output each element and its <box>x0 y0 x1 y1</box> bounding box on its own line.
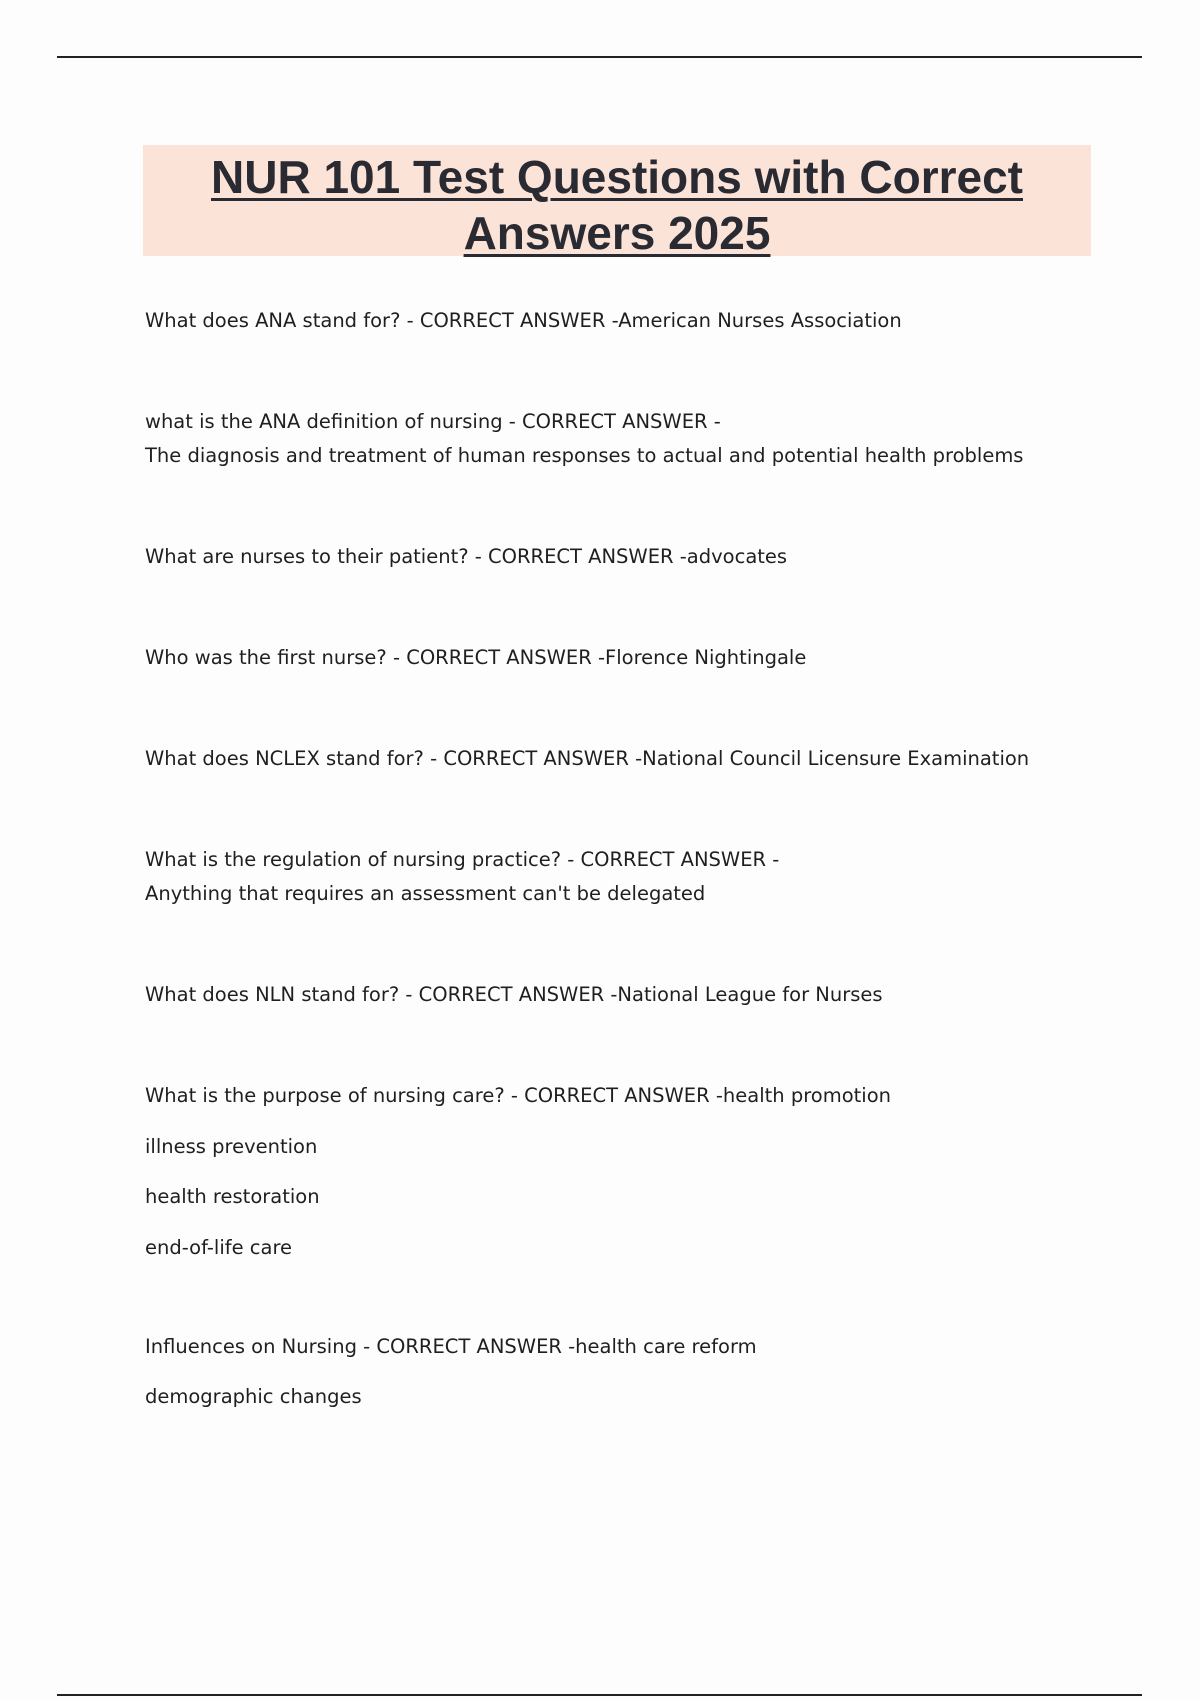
entry-8-line-1: What is the purpose of nursing care? - CORRECT ANSWER -health promotion <box>145 1084 892 1107</box>
bottom-rule <box>57 1694 1142 1696</box>
title-banner <box>143 145 1091 259</box>
entry-8-line-3: health restoration <box>145 1185 320 1208</box>
document-title: NUR 101 Test Questions with Correct Answers 2025 <box>211 151 1023 259</box>
entry-2-line-1: what is the ANA definition of nursing - CORRECT ANSWER - <box>145 410 721 433</box>
entry-4-line-1: Who was the first nurse? - CORRECT ANSWER -Florence Nightingale <box>145 646 807 669</box>
entry-3-line-1: What are nurses to their patient? - CORRECT ANSWER -advocates <box>145 545 788 568</box>
top-rule <box>57 56 1142 58</box>
entry-9-line-2: demographic changes <box>145 1385 362 1408</box>
entry-1-line-1: What does ANA stand for? - CORRECT ANSWER -American Nurses Association <box>145 309 902 332</box>
entry-9-line-1: Influences on Nursing - CORRECT ANSWER -health care reform <box>145 1335 757 1358</box>
entry-8-line-4: end-of-life care <box>145 1236 293 1259</box>
entry-8-line-2: illness prevention <box>145 1135 318 1158</box>
entry-6-line-2: Anything that requires an assessment can't be delegated <box>145 882 706 905</box>
entry-2-line-2: The diagnosis and treatment of human responses to actual and potential health problems <box>145 444 1024 467</box>
entry-6-line-1: What is the regulation of nursing practice? - CORRECT ANSWER - <box>145 848 780 871</box>
entry-5-line-1: What does NCLEX stand for? - CORRECT ANSWER -National Council Licensure Examination <box>145 747 1030 770</box>
entry-7-line-1: What does NLN stand for? - CORRECT ANSWER -National League for Nurses <box>145 983 883 1006</box>
